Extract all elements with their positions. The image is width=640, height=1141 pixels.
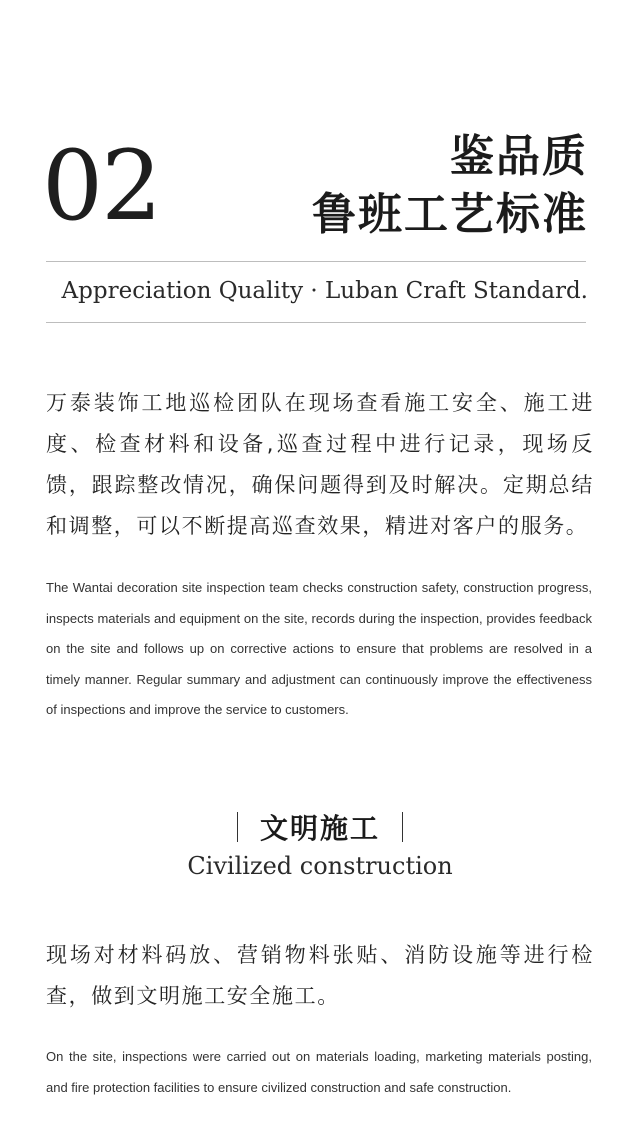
page-title <box>312 128 588 244</box>
section1-chinese-paragraph: 万泰装饰工地巡检团队在现场查看施工安全、施工进度、检查材料和设备,巡查过程中进行记录，现场反馈，跟踪整改情况，确保问题得到及时解决。定期总结和调整，可以不断提高巡查效果，精进对客户的服务。 <box>46 391 594 538</box>
title-line-1: 鉴品质 <box>450 131 588 182</box>
section-number: 02 <box>42 130 161 242</box>
section1-english-paragraph: The Wantai decoration site inspection team checks construction safety, construction progress, inspects materials and equipment on the site, records during the inspection, provides feedback on the site and follows up on corrective actions to ensure that problems are resolved in a timely manner. Regular summary and adjustment can continuously improve the effectiveness of inspections and improve the service to customers. <box>46 580 592 717</box>
section2-title <box>0 809 640 849</box>
bottom-divider <box>46 322 586 323</box>
title-left-bar <box>237 812 238 842</box>
title-right-bar <box>402 812 403 842</box>
section2-title-text: 文明施工 <box>259 812 380 845</box>
section2-english-paragraph: On the site, inspections were carried out on materials loading, marketing materials posting, and fire protection facilities to ensure civilized construction and safe construction. <box>46 1049 592 1095</box>
section2-chinese-paragraph: 现场对材料码放、营销物料张贴、消防设施等进行检查，做到文明施工安全施工。 <box>46 943 594 1008</box>
section2-subtitle: Civilized construction <box>187 852 453 880</box>
top-divider <box>46 261 586 262</box>
page-subtitle: Appreciation Quality · Luban Craft Standard. <box>61 278 588 304</box>
title-line-2: 鲁班工艺标准 <box>312 189 588 240</box>
